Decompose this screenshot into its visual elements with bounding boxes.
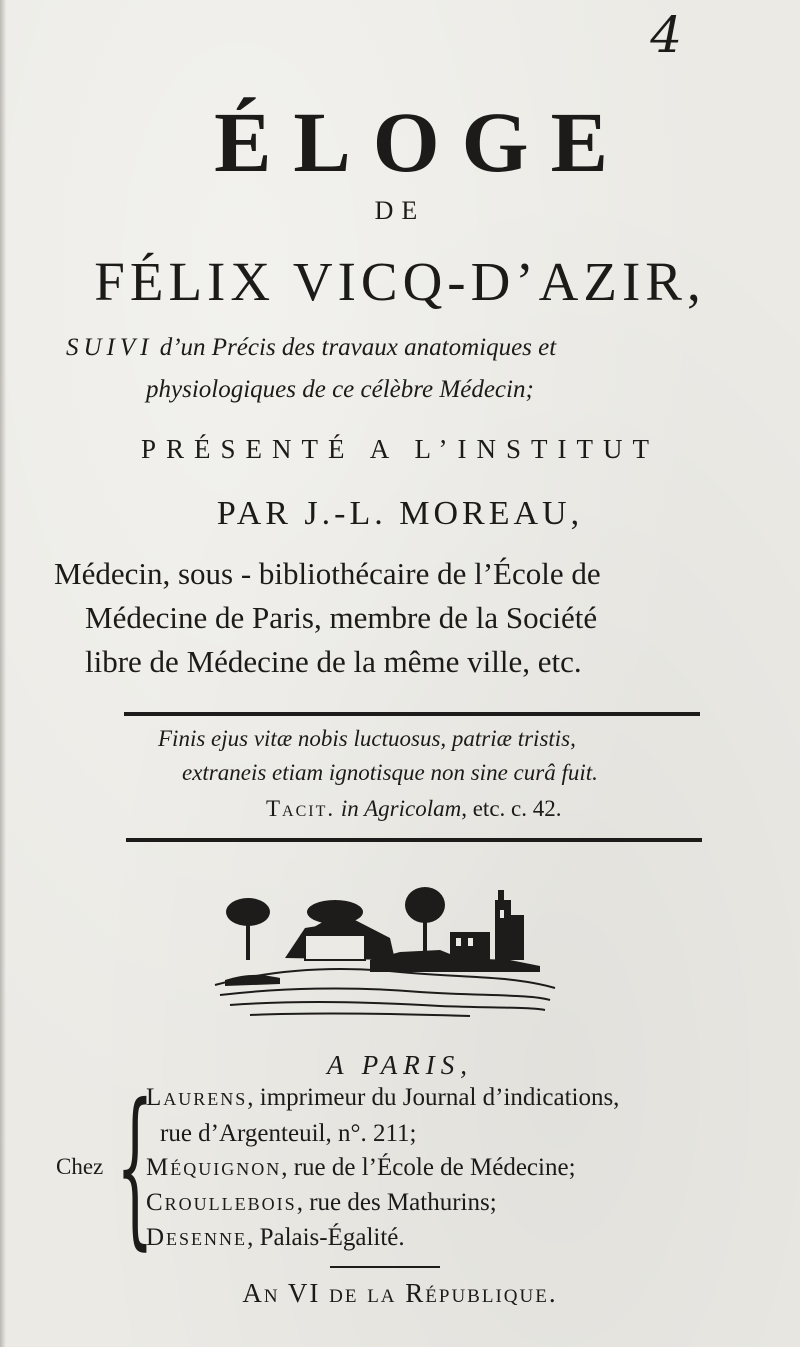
author-line: PAR J.-L. MOREAU, xyxy=(216,495,584,532)
landscape-woodcut-icon xyxy=(210,880,560,1025)
brace-glyph: { xyxy=(116,1068,154,1266)
seller-line xyxy=(146,1154,576,1182)
subtitle-line-1 xyxy=(66,334,556,362)
epigraph-line: Finis ejus vitæ nobis luctuosus, patriæ tristis, xyxy=(158,726,576,751)
epigraph-source xyxy=(266,796,561,822)
epigraph-source-rest: , etc. c. 42. xyxy=(461,796,562,821)
seller-name: Croullebois xyxy=(146,1189,297,1216)
subtitle-line-2: physiologiques de ce célèbre Médecin; xyxy=(146,376,534,403)
seller-line xyxy=(146,1084,619,1112)
subject-name: FÉLIX VICQ-D’AZIR, xyxy=(94,251,706,312)
seller-line xyxy=(146,1189,497,1217)
epigraph-source-work: in Agricolam xyxy=(340,796,462,821)
seller-name: Desenne xyxy=(146,1224,248,1251)
seller-detail: , rue de l’École de Médecine; xyxy=(281,1154,576,1181)
seller-line xyxy=(160,1120,416,1148)
title-connector: DE xyxy=(374,196,426,225)
subtitle-line-1-rest: d’un Précis des travaux anatomiques et xyxy=(159,334,557,361)
folio-mark: 4 xyxy=(650,6,682,64)
imprint-chez: Chez xyxy=(56,1154,104,1179)
epigraph-line: extraneis etiam ignotisque non sine curâ fuit. xyxy=(182,760,598,785)
book-title: ÉLOGE xyxy=(214,94,630,190)
epigraph-rule-bottom xyxy=(126,838,702,842)
seller-detail: rue d’Argenteuil, n°. 211; xyxy=(160,1120,417,1147)
seller-detail: , Palais-Égalité. xyxy=(247,1224,405,1251)
credentials-line: Médecine de Paris, membre de la Société xyxy=(85,600,598,635)
credentials-line: libre de Médecine de la même ville, etc. xyxy=(85,644,582,679)
seller-detail: , rue des Mathurins; xyxy=(296,1189,497,1216)
seller-detail: , imprimeur du Journal d’indications, xyxy=(247,1084,620,1111)
seller-line xyxy=(146,1224,405,1252)
presented-line: PRÉSENTÉ A L’INSTITUT xyxy=(140,434,659,464)
credentials-line: Médecin, sous - bibliothécaire de l’École de xyxy=(54,556,601,591)
seller-name: Laurens xyxy=(146,1084,248,1111)
epigraph-rule-top xyxy=(124,712,700,716)
imprint-date: An VI de la République. xyxy=(242,1278,558,1308)
seller-name: Méquignon xyxy=(146,1154,282,1181)
epigraph-source-author: Tacit. xyxy=(266,796,336,821)
imprint-place: A PARIS, xyxy=(327,1050,473,1080)
imprint-rule xyxy=(330,1266,440,1268)
subtitle-suivi: SUIVI xyxy=(66,334,154,361)
